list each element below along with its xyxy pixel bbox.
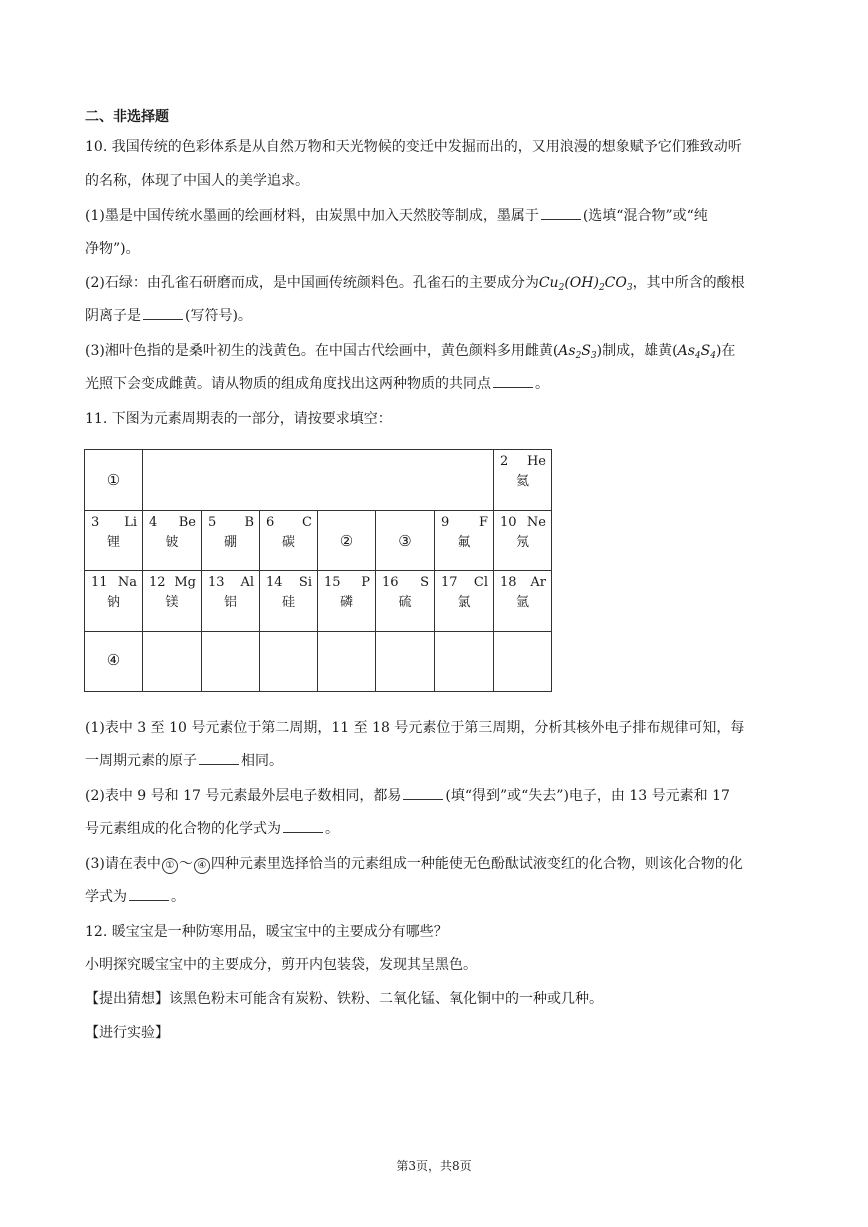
- q10-part3-text-b: )制成，雄黄(: [596, 343, 678, 359]
- element-cell: 10 Ne 氖: [493, 510, 552, 571]
- q12-line3: 【提出猜想】该黑色粉末可能含有炭粉、铁粉、二氧化锰、氧化铜中的一种或几种。: [85, 991, 603, 1007]
- element-cell: 6 C 碳: [259, 510, 318, 571]
- q11-part3-line2: [85, 888, 185, 906]
- table-cell-1: [84, 449, 143, 511]
- answer-blank[interactable]: [129, 888, 169, 901]
- table-cell-4: [84, 631, 143, 692]
- q10-part3-text-e: 。: [535, 376, 549, 392]
- q11-part1-text-a: 一周期元素的原子: [85, 753, 197, 769]
- periodic-table: [84, 449, 552, 692]
- q10-part3-text-d: 光照下会变成雌黄。请从物质的组成角度找出这两种物质的共同点: [85, 376, 491, 392]
- element-cell: 14 Si 硅: [259, 570, 318, 632]
- circled-one: ①: [162, 858, 178, 874]
- q11-part2-line2: [85, 820, 339, 838]
- empty-cell: [201, 631, 260, 692]
- q11-part1-line2: [85, 752, 283, 770]
- q11-part2-text-b: (填“得到”或“失去”)电子，由 13 号元素和 17: [445, 788, 730, 804]
- table-cell-2: [317, 510, 376, 571]
- q11-part3-text-a: (3)请在表中: [85, 856, 161, 872]
- empty-cell: [259, 631, 318, 692]
- element-cell: 16 S 硫: [375, 570, 435, 632]
- table-cell-3: [375, 510, 435, 571]
- circle-mark-4: ④: [106, 651, 121, 669]
- q10-part1-text-a: (1)墨是中国传统水墨画的绘画材料，由炭黑中加入天然胶等制成，墨属于: [85, 208, 539, 224]
- q10-stem-line2: 的名称，体现了中国人的美学追求。: [85, 173, 309, 189]
- q11-stem: 11. 下图为元素周期表的一部分，请按要求填空：: [85, 411, 392, 427]
- q11-part3-text-d: 。: [171, 889, 185, 905]
- element-cell: 5 B 硼: [201, 510, 260, 571]
- q11-part3-text-b: 四种元素里选择恰当的元素组成一种能使无色酚酞试液变红的化合物，则该化合物的化: [210, 856, 743, 872]
- q11-part3-line1: [85, 855, 743, 874]
- element-cell: 17 Cl 氯: [434, 570, 494, 632]
- q12-line4: 【进行实验】: [85, 1025, 169, 1041]
- circle-mark-3: ③: [398, 532, 412, 550]
- circle-mark-2: ②: [339, 532, 354, 550]
- answer-blank[interactable]: [283, 820, 323, 833]
- circle-mark-1: ①: [106, 471, 121, 489]
- empty-cell: [317, 631, 376, 692]
- empty-cell: [493, 631, 552, 692]
- answer-blank[interactable]: [199, 752, 239, 765]
- section-heading: 二、非选择题: [85, 109, 169, 125]
- q11-part1-text-b: 相同。: [241, 753, 283, 769]
- page-footer: 第3页，共8页: [396, 1159, 472, 1173]
- q10-part1-text-b: (选填“混合物”或“纯: [582, 208, 708, 224]
- element-cell: 9 F 氟: [434, 510, 494, 571]
- q11-part2-text-c: 号元素组成的化合物的化学式为: [85, 821, 281, 837]
- q10-part3-text-a: (3)湘叶色指的是桑叶初生的浅黄色。在中国古代绘画中，黄色颜料多用雌黄(: [85, 343, 559, 359]
- q10-part3-line1: [85, 342, 735, 360]
- element-cell: 12 Mg 镁: [142, 570, 202, 632]
- q10-part2-text-a: (2)石绿：由孔雀石研磨而成，是中国画传统颜料色。孔雀石的主要成分为: [85, 275, 539, 291]
- answer-blank[interactable]: [143, 307, 183, 320]
- element-cell: 18 Ar 氩: [493, 570, 552, 632]
- q10-part2-line2: [85, 307, 252, 325]
- q10-part1-line2: 净物”)。: [85, 241, 140, 257]
- tilde: ～: [178, 856, 193, 872]
- q10-part2-text-c: 阴离子是: [85, 308, 141, 324]
- q11-part1-line1: (1)表中 3 至 10 号元素位于第二周期，11 至 18 号元素位于第三周期，分析其核外电子排布规律可知，每: [85, 720, 745, 736]
- q11-part2-line1: [85, 787, 730, 805]
- q10-stem-line1: 10. 我国传统的色彩体系是从自然万物和天光物候的变迁中发掘而出的，又用浪漫的想象赋予它们雅致动听: [85, 139, 742, 155]
- empty-cell: [142, 631, 202, 692]
- q10-part3-line2: [85, 375, 549, 393]
- table-gap: [142, 449, 494, 511]
- element-cell: 15 P 磷: [317, 570, 376, 632]
- element-cell: 11 Na 钠: [84, 570, 143, 632]
- answer-blank[interactable]: [493, 375, 533, 388]
- q10-part2-line1: [85, 274, 745, 292]
- empty-cell: [434, 631, 494, 692]
- q12-stem: 12. 暖宝宝是一种防寒用品，暖宝宝中的主要成分有哪些？: [85, 924, 448, 940]
- answer-blank[interactable]: [541, 207, 581, 220]
- q10-part2-text-d: (写符号)。: [185, 308, 252, 324]
- element-cell: 13 Al 铝: [201, 570, 260, 632]
- q10-part3-text-c: )在: [715, 343, 736, 359]
- realgar-formula: $As_4S_4$: [677, 343, 716, 361]
- table-cell-he: 2 He 氦: [493, 449, 552, 511]
- answer-blank[interactable]: [403, 787, 443, 800]
- element-cell: 4 Be 铍: [142, 510, 202, 571]
- q10-part1-line1: [85, 207, 708, 225]
- empty-cell: [375, 631, 435, 692]
- q11-part2-text-d: 。: [325, 821, 339, 837]
- q10-part2-text-b: ，其中所含的酸根: [632, 275, 745, 291]
- circled-four: ④: [194, 858, 210, 874]
- q12-line2: 小明探究暖宝宝中的主要成分，剪开内包装袋，发现其呈黑色。: [85, 957, 477, 973]
- malachite-formula: $Cu_2(OH)_2CO_3$: [538, 275, 633, 293]
- orpiment-formula: $As_2S_3$: [558, 343, 597, 361]
- q11-part3-text-c: 学式为: [85, 889, 127, 905]
- q11-part2-text-a: (2)表中 9 号和 17 号元素最外层电子数相同，都易: [85, 788, 402, 804]
- element-cell: 3 Li 锂: [84, 510, 143, 571]
